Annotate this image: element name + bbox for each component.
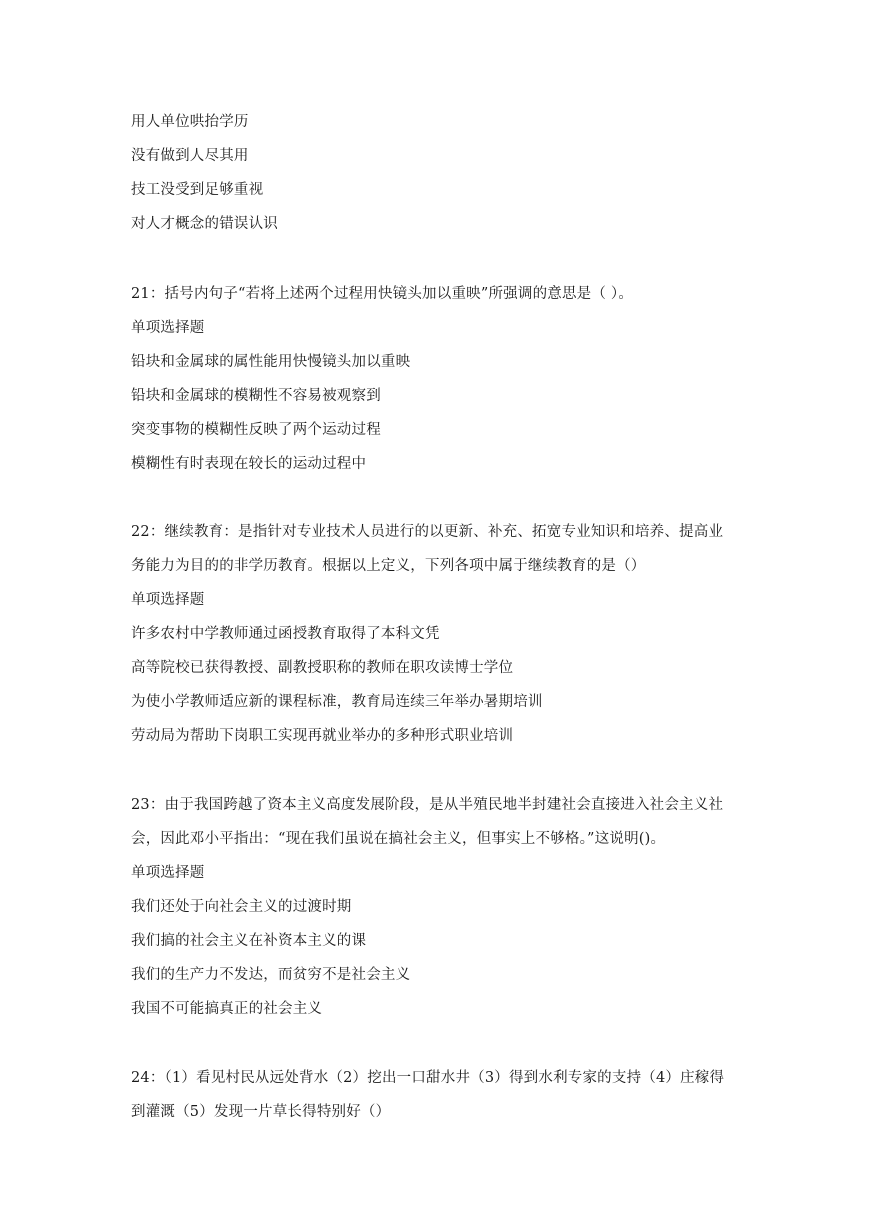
q22-type: 单项选择题 [131, 592, 205, 608]
q22-option-2: 高等院校已获得教授、副教授职称的教师在职攻读博士学位 [131, 660, 514, 676]
q21-option-1: 铅块和金属球的属性能用快慢镜头加以重映 [131, 354, 411, 370]
q23-option-3: 我们的生产力不发达，而贫穷不是社会主义 [131, 967, 411, 983]
q22-option-4: 劳动局为帮助下岗职工实现再就业举办的多种形式职业培训 [131, 728, 514, 744]
q23-type: 单项选择题 [131, 865, 205, 881]
q23-stem-line1: 23：由于我国跨越了资本主义高度发展阶段，是从半殖民地半封建社会直接进入社会主义社 [131, 797, 724, 813]
q21-option-4: 模糊性有时表现在较长的运动过程中 [131, 456, 367, 472]
prev-option-2: 没有做到人尽其用 [131, 148, 249, 164]
q22-option-1: 许多农村中学教师通过函授教育取得了本科文凭 [131, 626, 440, 642]
q21-type: 单项选择题 [131, 320, 205, 336]
prev-option-1: 用人单位哄抬学历 [131, 114, 249, 130]
q23-stem-line2: 会，因此邓小平指出：“现在我们虽说在搞社会主义，但事实上不够格。”这说明()。 [131, 831, 666, 847]
q21-stem: 21：括号内句子“若将上述两个过程用快镜头加以重映”所强调的意思是（ ）。 [131, 286, 634, 302]
q23-option-4: 我国不可能搞真正的社会主义 [131, 1001, 323, 1017]
q23-option-2: 我们搞的社会主义在补资本主义的课 [131, 933, 367, 949]
q24-stem-line1: 24：（1）看见村民从远处背水（2）挖出一口甜水井（3）得到水利专家的支持（4）庄稼得 [131, 1070, 725, 1086]
q21-option-3: 突变事物的模糊性反映了两个运动过程 [131, 422, 381, 438]
q21-option-2: 铅块和金属球的模糊性不容易被观察到 [131, 388, 381, 404]
q23-option-1: 我们还处于向社会主义的过渡时期 [131, 899, 352, 915]
prev-option-3: 技工没受到足够重视 [131, 182, 264, 198]
q24-stem-line2: 到灌溉（5）发现一片草长得特别好（） [131, 1104, 391, 1120]
prev-option-4: 对人才概念的错误认识 [131, 216, 278, 232]
q22-option-3: 为使小学教师适应新的课程标准，教育局连续三年举办暑期培训 [131, 694, 543, 710]
q22-stem-line1: 22：继续教育：是指针对专业技术人员进行的以更新、补充、拓宽专业知识和培养、提高业 [131, 524, 724, 540]
q22-stem-line2: 务能力为目的的非学历教育。根据以上定义，下列各项中属于继续教育的是（） [131, 558, 646, 574]
